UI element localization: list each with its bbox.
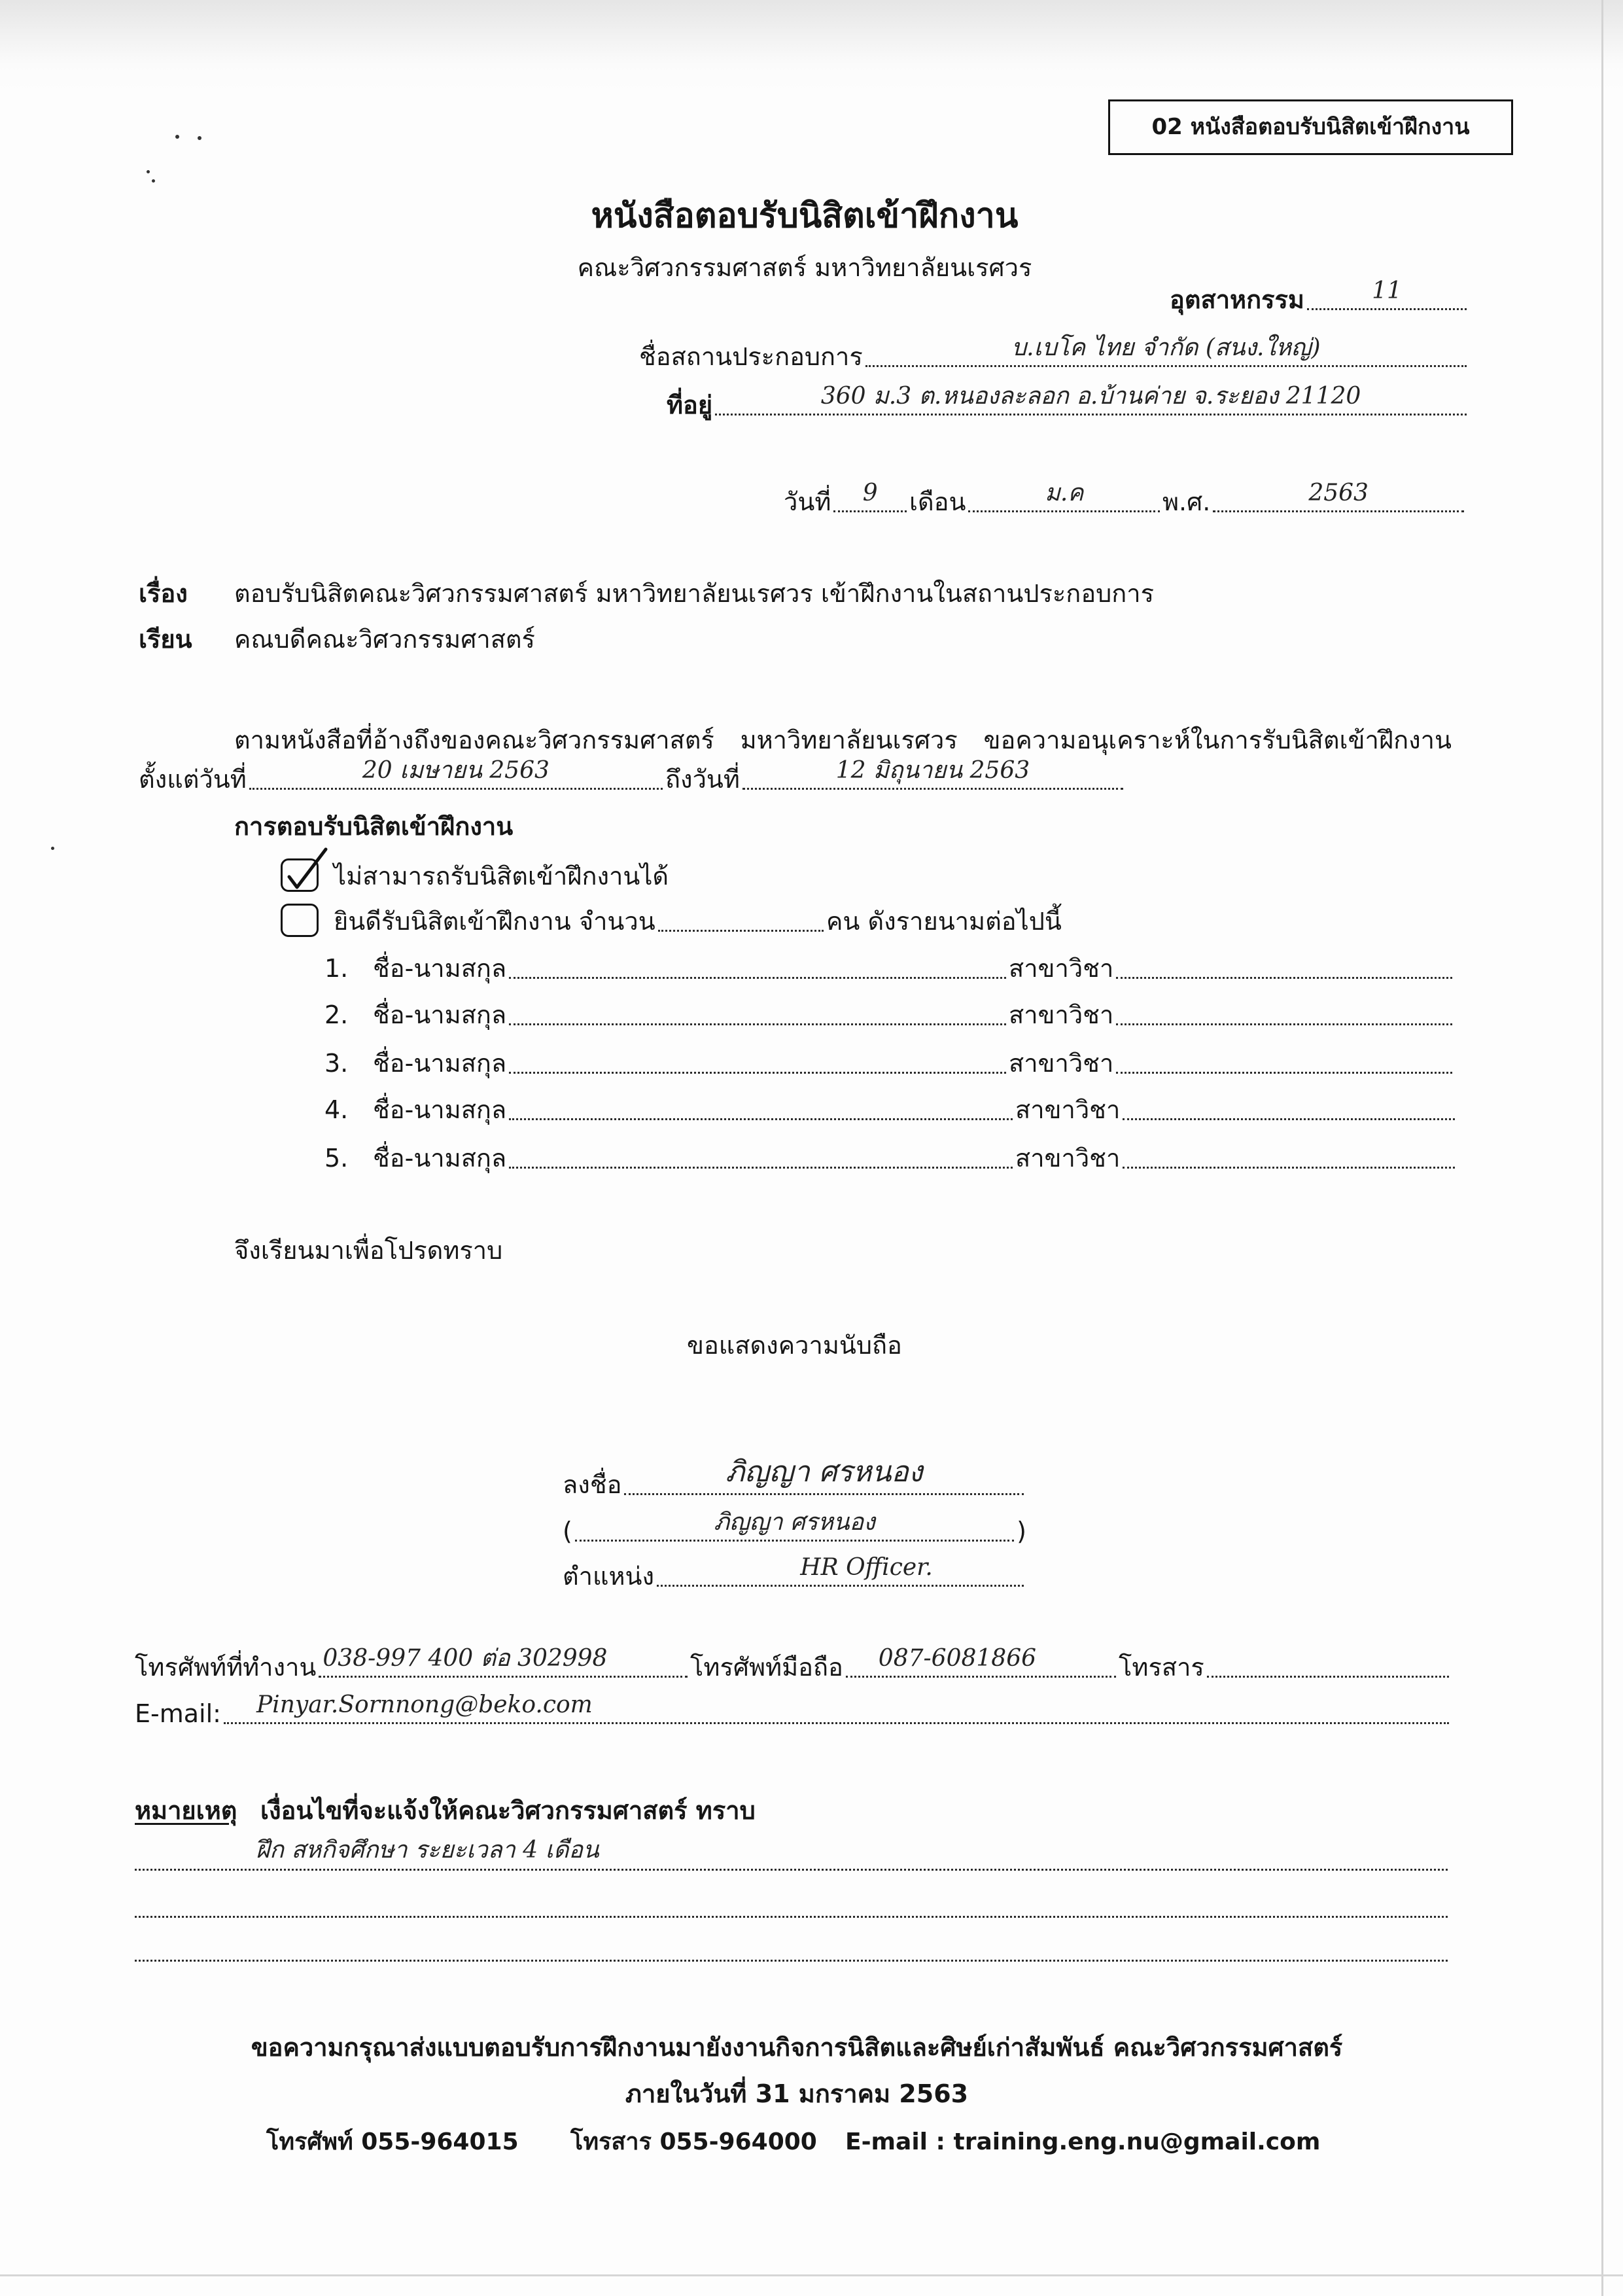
work-phone-group	[135, 1646, 690, 1684]
period-to-value: 12 มิถุนายน 2563	[835, 757, 1030, 784]
student-major-label: สาขาวิชา	[1015, 1144, 1121, 1173]
subject-text: ตอบรับนิสิตคณะวิศวกรรมศาสตร์ มหาวิทยาลัยนเรศวร เข้าฝึกงานในสถานประกอบการ	[234, 579, 1155, 608]
period-from-field	[249, 759, 663, 790]
mobile-value: 087-6081866	[878, 1645, 1037, 1672]
date-month-field	[968, 482, 1160, 512]
student-row	[324, 994, 1455, 1032]
student-major-group	[1015, 1089, 1457, 1127]
student-number: 1.	[324, 954, 349, 983]
recipient-text: คณบดีคณะวิศวกรรมศาสตร์	[234, 625, 535, 654]
student-major-label: สาขาวิชา	[1015, 1095, 1121, 1124]
date-month-label: เดือน	[909, 487, 966, 516]
scan-speck	[152, 179, 155, 183]
period-from-group	[139, 758, 665, 796]
period-from-value: 20 เมษายน 2563	[362, 757, 550, 784]
option-decline-label: ไม่สามารถรับนิสิตเข้าฝึกงานได้	[334, 862, 669, 891]
email-value: Pinyar.Sornnong@beko.com	[256, 1691, 593, 1718]
closing-text: จึงเรียนมาเพื่อโปรดทราบ	[234, 1236, 503, 1265]
student-number: 5.	[324, 1144, 349, 1173]
work-phone-value: 038-997 400 ต่อ 302998	[323, 1645, 608, 1672]
student-major-field	[1116, 995, 1452, 1025]
footer-deadline: ภายในวันที่ 31 มกราคม 2563	[625, 2079, 969, 2108]
student-major-field	[1123, 1138, 1455, 1169]
period-to-group	[665, 758, 1126, 796]
student-name-label: ชื่อ-นามสกุล	[373, 1095, 507, 1124]
body-paragraph	[234, 719, 1452, 757]
signer-name-row	[563, 1510, 1026, 1548]
student-row	[324, 1042, 1455, 1080]
student-row	[324, 947, 1455, 985]
email-row	[135, 1693, 1452, 1731]
remark-line-3	[135, 1926, 1448, 1962]
date-row	[784, 481, 1467, 519]
company-name-row	[639, 336, 1469, 374]
date-day-field	[833, 482, 907, 512]
position-row	[563, 1555, 1026, 1593]
remark-note: ฝึก สหกิจศึกษา ระยะเวลา 4 เดือน	[256, 1837, 599, 1863]
option-accept-count-group	[334, 900, 826, 938]
phone-row	[135, 1646, 1452, 1684]
mobile-group	[690, 1646, 1119, 1684]
student-name-field	[509, 995, 1006, 1025]
body-part-2: มหาวิทยาลัยนเรศวร	[740, 726, 958, 754]
footer-instruction: ขอความกรุณาส่งแบบตอบรับการฝึกงานมายังงานกิจการนิสิตและศิษย์เก่าสัมพันธ์ คณะวิศวกรรมศาสตร์	[251, 2033, 1343, 2062]
student-name-field	[509, 1138, 1013, 1169]
student-major-field	[1123, 1089, 1455, 1120]
fax-label: โทรสาร	[1119, 1653, 1204, 1682]
student-major-label: สาขาวิชา	[1009, 954, 1114, 983]
paren-close: )	[1017, 1517, 1026, 1545]
option-accept-checkbox	[281, 904, 319, 937]
scan-shading	[0, 0, 1623, 92]
recipient-label: เรียน	[139, 625, 192, 654]
period-from-label: ตั้งแต่วันที่	[139, 765, 247, 794]
student-name-label: ชื่อ-นามสกุล	[373, 1000, 507, 1029]
position-field	[657, 1556, 1024, 1587]
student-major-group	[1009, 947, 1455, 985]
student-major-label: สาขาวิชา	[1009, 1000, 1114, 1029]
footer-phone: โทรศัพท์ 055-964015	[266, 2128, 519, 2155]
signer-name-field	[575, 1511, 1014, 1542]
student-name-field	[509, 948, 1006, 979]
footer-fax: โทรสาร 055-964000	[570, 2128, 817, 2155]
industry-field	[1307, 279, 1467, 310]
fax-field	[1207, 1647, 1449, 1678]
handwritten-signature: ภิญญา ศรหนอง	[725, 1455, 923, 1489]
student-major-field	[1116, 948, 1452, 979]
scan-speck	[147, 170, 150, 173]
student-count-field	[658, 901, 824, 932]
student-name-group	[324, 1042, 1009, 1080]
scan-edge-right	[1601, 0, 1603, 2296]
signer-name-value: ภิญญา ศรหนอง	[714, 1509, 875, 1536]
remark-label: หมายเหตุ	[135, 1796, 237, 1825]
option-accept-row	[334, 900, 1119, 938]
signature-label: ลงชื่อ	[563, 1470, 622, 1499]
paren-open: (	[563, 1517, 572, 1545]
subject-label: เรื่อง	[139, 579, 188, 608]
email-field	[224, 1693, 1449, 1724]
period-row	[139, 758, 1126, 796]
date-day-label: วันที่	[784, 487, 831, 516]
student-name-group	[324, 1137, 1015, 1175]
work-phone-label: โทรศัพท์ที่ทำงาน	[135, 1653, 317, 1682]
student-row	[324, 1089, 1457, 1127]
page-title: หนังสือตอบรับนิสิตเข้าฝึกงาน	[591, 196, 1019, 236]
fax-group	[1119, 1646, 1452, 1684]
form-code-box: 02 หนังสือตอบรับนิสิตเข้าฝึกงาน	[1108, 99, 1513, 155]
date-day-group	[784, 481, 909, 519]
position-label: ตำแหน่ง	[563, 1562, 655, 1591]
remark-text: เงื่อนไขที่จะแจ้งให้คณะวิศวกรรมศาสตร์ ทราบ	[260, 1796, 756, 1825]
student-major-group	[1015, 1137, 1457, 1175]
address-value: 360 ม.3 ต.หนองละลอก อ.บ้านค่าย จ.ระยอง 21120	[820, 383, 1361, 410]
student-name-group	[324, 1089, 1015, 1127]
student-name-label: ชื่อ-นามสกุล	[373, 1144, 507, 1173]
industry-label: อุตสาหกรรม	[1170, 285, 1304, 314]
position-value: HR Officer.	[800, 1554, 933, 1581]
student-name-label: ชื่อ-นามสกุล	[373, 954, 507, 983]
footer-email: E-mail : training.eng.nu@gmail.com	[845, 2128, 1321, 2155]
industry-value: 11	[1372, 277, 1402, 304]
student-row	[324, 1137, 1457, 1175]
student-number: 4.	[324, 1095, 349, 1124]
student-number: 2.	[324, 1000, 349, 1029]
regards-text: ขอแสดงความนับถือ	[687, 1331, 902, 1360]
student-major-label: สาขาวิชา	[1009, 1049, 1114, 1078]
student-name-field	[509, 1089, 1013, 1120]
date-day-value: 9	[862, 480, 878, 506]
checkmark-icon	[280, 844, 336, 896]
company-name-label: ชื่อสถานประกอบการ	[639, 342, 863, 371]
response-heading: การตอบรับนิสิตเข้าฝึกงาน	[234, 812, 514, 841]
period-to-label: ถึงวันที่	[665, 765, 740, 794]
student-name-group	[324, 947, 1009, 985]
date-month-value: ม.ค	[1045, 480, 1084, 506]
student-name-group	[324, 994, 1009, 1032]
body-part-3: ขอความอนุเคราะห์ในการรับนิสิตเข้าฝึกงาน	[983, 726, 1452, 754]
scan-speck	[175, 135, 179, 139]
industry-row	[1170, 279, 1469, 317]
date-month-group	[909, 481, 1162, 519]
student-name-label: ชื่อ-นามสกุล	[373, 1049, 507, 1078]
remark-line-1	[135, 1835, 1448, 1871]
option-accept-label: ยินดีรับนิสิตเข้าฝึกงาน จำนวน	[334, 907, 655, 936]
date-year-label: พ.ศ.	[1162, 487, 1211, 516]
company-name-field	[865, 336, 1467, 367]
work-phone-field	[319, 1647, 688, 1678]
student-major-group	[1009, 1042, 1455, 1080]
option-accept-suffix: คน ดังรายนามต่อไปนี้	[826, 907, 1062, 936]
student-major-group	[1009, 994, 1455, 1032]
scan-speck	[198, 136, 201, 140]
date-year-field	[1213, 482, 1464, 512]
email-label: E-mail:	[135, 1699, 221, 1728]
signature-row	[563, 1455, 1026, 1502]
student-number: 3.	[324, 1049, 349, 1078]
student-major-field	[1116, 1043, 1452, 1074]
date-year-group	[1162, 481, 1467, 519]
mobile-label: โทรศัพท์มือถือ	[690, 1653, 843, 1682]
mobile-field	[846, 1647, 1116, 1678]
period-to-field	[742, 759, 1123, 790]
date-year-value: 2563	[1308, 480, 1369, 506]
scan-edge-bottom	[0, 2274, 1623, 2276]
signature-field	[624, 1455, 1024, 1495]
address-label: ที่อยู่	[667, 391, 713, 419]
page-subtitle: คณะวิศวกรรมศาสตร์ มหาวิทยาลัยนเรศวร	[577, 253, 1032, 282]
address-row	[667, 384, 1469, 422]
remark-line-2	[135, 1882, 1448, 1918]
body-part-1: ตามหนังสือที่อ้างถึงของคณะวิศวกรรมศาสตร์	[234, 726, 714, 754]
student-name-field	[509, 1043, 1006, 1074]
scan-speck	[51, 847, 54, 850]
address-field	[715, 385, 1467, 415]
company-name-value: บ.เบโค ไทย จำกัด (สนง.ใหญ่)	[1011, 334, 1321, 361]
